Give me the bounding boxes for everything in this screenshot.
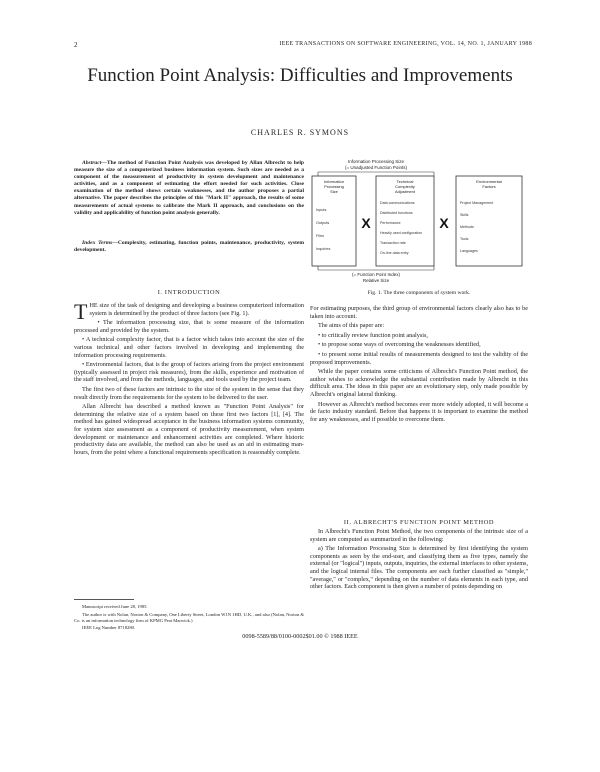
fig-multiply-symbol: X	[361, 215, 371, 231]
paragraph: THE size of the task of designing and developing a business computerized information system is determined by the product of three factors (see Fig. 1).	[74, 299, 304, 324]
fig-bottom-label-1: (= Function Point Index)	[352, 272, 400, 277]
copyright-line: 0098-5589/88/0100-0002$01.00 © 1988 IEEE	[242, 633, 358, 640]
author: CHARLES R. SYMONS	[250, 128, 350, 137]
paragraph: a) The Information Processing Size is determined by first identifying the system components as seen by the end-user, and classifying them as five types, namely the external (or "logical") inputs, outputs, inquiries, the external interfaces to other systems, and the logical internal files. The components are each further classified as "simple," "average," or "complex," depending on the number of data elements in each type, and other factors. Each component is then given a number of points depending on	[310, 545, 528, 591]
fig-box1-item: Inquiries	[316, 247, 331, 251]
fig-box2-title: Technical Complexity Adjustment	[394, 179, 416, 194]
fig-box2-item: Data communications	[380, 201, 415, 205]
fig-box1-item: Outputs	[316, 221, 330, 225]
fig-box2-item: On-line data entry	[380, 251, 409, 255]
fig-box2-item: Heavily used configuration	[380, 231, 423, 235]
index-terms	[74, 240, 304, 254]
fig-box1-item: Files	[316, 234, 325, 238]
fig-box3-item: Methods	[460, 225, 474, 229]
section-heading-introduction: I. INTRODUCTION	[157, 289, 221, 296]
paragraph: In Albrecht's Function Point Method, the two components of the intrinsic size of a system are computed as summarized in the following:	[310, 528, 528, 543]
footnote: Manuscript received June 28, 1985. The author is with Nolan, Norton & Company, One Liberty Street, London W1N 1HD, U.K., and also (Nolan, Norton & Co. is an information technology firm of KPMG Peat Marwick.) IEEE Log Number 8718280.	[74, 604, 304, 631]
paragraph: • Environmental factors, that is the group of factors arising from the project environment (typically assessed in project risk measures), from the skills, experience and motivation of the staff involved, and from the methods, languages, and tools used by the project team.	[74, 361, 304, 384]
fig-bottom-label-2: Relative Size	[362, 278, 390, 283]
fig-multiply-symbol: X	[439, 215, 449, 231]
fig-top-label-2: (= Unadjusted Function Points)	[345, 165, 407, 170]
fig-box1-title: Information Processing Size	[323, 179, 345, 194]
fig-box1-item: Inputs	[316, 208, 327, 212]
paragraph: While the paper contains some criticisms of Albrecht's Function Point method, the author wishes to acknowledge the substantial contribution made by Albrecht in this difficult area. The ideas in this paper are an evolutionary step, only made possible by Albrecht's original lateral thinking.	[310, 368, 528, 398]
paragraph: However as Albrecht's method becomes ever more widely adopted, it will become a de facto industry standard. Before that happens it is important to examine the method for any weaknesses, and if possible to overcome them.	[310, 400, 528, 423]
index-terms-label: Index Terms—	[82, 240, 118, 246]
paragraph: Allan Albrecht has described a method known as "Function Point Analysis" for determining the relative size of a system based on these first two factors [1], [4]. The method has gained widespread acceptance in the business information systems community, for system size assessment as a component of productivity measurement, when system development or maintenance and enhancement activities are completed. Where historic productivity data are available, the method can also be used as an aid in estimating man-hours, from the point where a functional requirements specification is reasonably complete.	[74, 403, 304, 456]
right-body-2	[310, 528, 528, 593]
paragraph: • A technical complexity factor, that is a factor which takes into account the size of the various technical and other factors involved in developing and implementing the information processing requirements.	[74, 336, 304, 359]
index-terms-text: Complexity, estimating, function points, maintenance, productivity, system development.	[74, 240, 304, 254]
paragraph: The aims of this paper are:	[318, 322, 385, 330]
page-number: 2	[74, 41, 78, 49]
section-heading-albrecht: II. ALBRECHT'S FUNCTION POINT METHOD	[343, 519, 495, 526]
fig-box3-item: Languages	[460, 249, 478, 253]
drop-cap: T	[74, 299, 88, 324]
abstract-label: Abstract—	[82, 160, 107, 166]
fig-box2-item: Distributed functions	[380, 211, 413, 215]
figure-caption: Fig. 1. The three components of system work.	[367, 290, 471, 296]
right-body	[310, 305, 528, 425]
paragraph: • The information processing size, that is some measure of the information processed and provided by the system.	[74, 319, 304, 334]
list-item: • to propose some ways of overcoming the weaknesses identified,	[318, 341, 481, 349]
paragraph: The first two of these factors are intrinsic to the size of the system in the sense that they result directly from the requirements for the system to be delivered to the user.	[74, 385, 304, 401]
fig-box3-item: Skills	[460, 213, 469, 217]
fig-box3-item: Tools	[460, 237, 469, 241]
fig-top-label-1: Information Processing Size	[347, 159, 405, 164]
fig-box2-item: Performance	[380, 221, 401, 225]
left-body	[74, 299, 304, 458]
fig-box2-item: Transaction rate	[380, 241, 406, 245]
fig-box3-item: Project Management	[460, 201, 494, 205]
figure-1-diagram	[310, 156, 528, 286]
footnote-rule	[74, 599, 134, 600]
abstract	[74, 160, 304, 217]
paper-title: Function Point Analysis: Difficulties and Improvements	[87, 65, 513, 86]
list-item: • to present some initial results of measurements designed to test the validity of the proposed improvements.	[310, 350, 528, 366]
journal-header: IEEE TRANSACTIONS ON SOFTWARE ENGINEERING, VOL. 14, NO. 1, JANUARY 1988	[279, 41, 532, 47]
list-item: • to critically review function point analysis,	[318, 331, 428, 339]
paragraph: For estimating purposes, the third group of environmental factors clearly also has to be taken into account.	[310, 305, 528, 320]
fig-box3-title: Environmental Factors	[476, 179, 502, 189]
abstract-text: The method of Function Point Analysis was developed by Allan Albrecht to help measure the size of a computerized business information system. Such sizes are needed as a component of the measurement of productivity in system development and maintenance activities, and as a component of estimating the effort needed for such activities. Close examination of the method shows certain weaknesses, and the author proposes a partial alternative. The paper describes the principles of this "Mark II" approach, the results of some measurements of actual systems to calibrate the Mark II approach, and conclusions on the validity and applicability of function point analysis generally.	[74, 160, 304, 216]
